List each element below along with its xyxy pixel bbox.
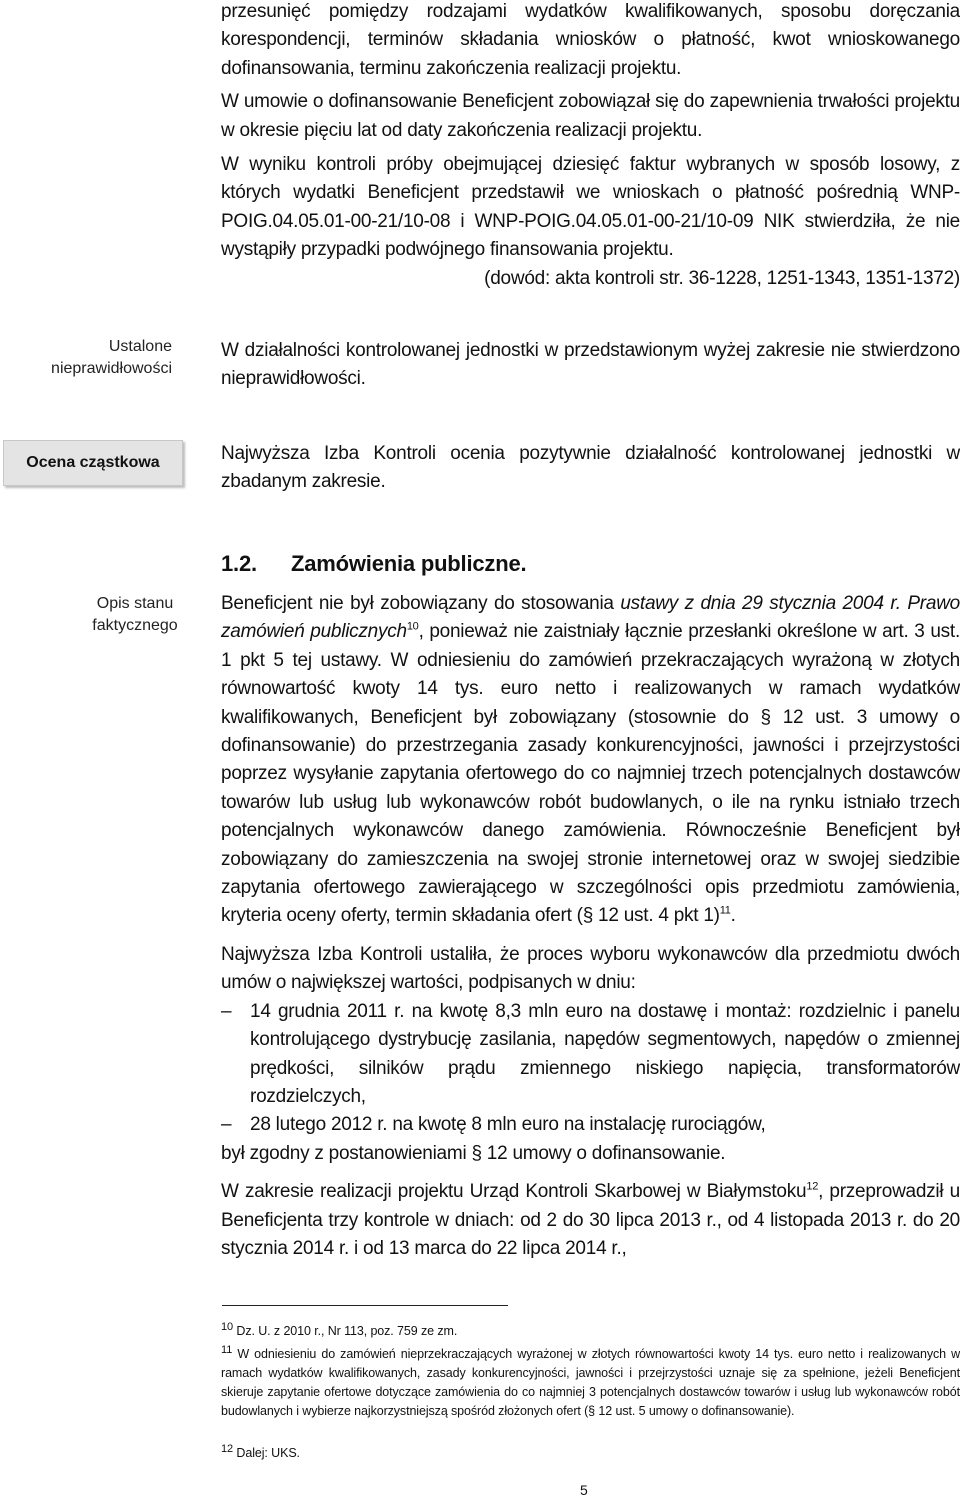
footnote-11 (221, 1345, 960, 1421)
text-run: . (730, 905, 736, 927)
footnote-number: 12 (221, 1442, 234, 1455)
facts-block (221, 590, 960, 1263)
irregularities-text: W działalności kontrolowanej jednostki w przedstawionym wyżej zakresie nie stwierdzono nieprawidłowości. (221, 340, 960, 390)
side-label-facts (60, 593, 210, 637)
footnote-number: 10 (221, 1320, 234, 1333)
paragraph-nik-findings: Najwyższa Izba Kontroli ustaliła, że proces wyboru wykonawców dla przedmiotu dwóch umów o największej wartości, podpisanych w dniu: (221, 943, 960, 994)
list-item-text: 14 grudnia 2011 r. na kwotę 8,3 mln euro na dostawę i montaż: rozdzielnic i panelu kontrolującego dystrybucję zasilania, napędów segmentowych, napędów o zmiennej prędkości, silników prądu zmiennego niskiego napięcia, transformatorów rozdzielczych, (250, 1000, 960, 1107)
side-label-line: faktycznego (92, 617, 178, 634)
law-title: ustawy z dnia 29 stycznia 2004 r. Prawo zamówień publicznych (221, 593, 960, 643)
section-heading (221, 549, 960, 579)
dash-bullet: – (221, 1114, 232, 1136)
paragraph-compliance: był zgodny z postanowieniami § 12 umowy o dofinansowanie. (221, 1142, 726, 1164)
irregularities-block (221, 337, 960, 394)
footnote-10 (221, 1322, 960, 1341)
list-item-text: 28 lutego 2012 r. na kwotę 8 mln euro na instalację rurociągów, (250, 1114, 766, 1136)
section-title: Zamówienia publiczne. (291, 551, 527, 576)
footnote-12 (221, 1444, 960, 1463)
page-number: 5 (580, 1482, 588, 1498)
footnote-text: W odniesieniu do zamówień nieprzekraczających wyrażonej w złotych równowartości kwoty 14 tys. euro netto i realizowanych w ramach wydatków kwalifikowanych, zasady konkurencyjności, jawności i przejrzystości uznaje się za spełnione, jeżeli Beneficjent skieruje zapytanie ofertowe dotyczące zamówienia do co najmniej 3 potencjalnych dostawców towarów i usług lub wykonawców robót budowlanych i wybierze najkorzystniejszą spośród złożonych ofert (§ 12 ust. 5 umowy o dofinansowanie). (221, 1347, 960, 1418)
side-label-line: Ustalone (108, 338, 172, 355)
assessment-block (221, 440, 960, 497)
footnote-text: Dalej: UKS. (236, 1446, 300, 1460)
side-label-line: nieprawidłowości (51, 360, 172, 377)
footnote-ref: 11 (719, 905, 731, 918)
top-text-block (221, 0, 960, 293)
dash-bullet: – (221, 1000, 232, 1022)
text-run: Beneficjent nie był zobowiązany do stosowania (221, 593, 621, 614)
footnote-separator (222, 1305, 508, 1306)
evidence-citation: (dowód: akta kontroli str. 36-1228, 1251-1343, 1351-1372) (484, 267, 960, 289)
side-label-line: Opis stanu (96, 595, 174, 612)
assessment-badge: Ocena cząstkowa (3, 440, 183, 486)
list-item (221, 1111, 960, 1139)
text-run: W zakresie realizacji projektu Urząd Kontroli Skarbowej w Białymstoku (221, 1181, 807, 1203)
text-run: , ponieważ nie zaistniały łącznie przesłanki określone w art. 3 ust. 1 pkt 5 tej ustawy. W odniesieniu do zamówień przekraczających wyrażoną w złotych równowartość kwoty 14 tys. euro netto i realizowanych w ramach wydatków kwalifikowanych, Beneficjent był zobowiązany (stosownie do § 12 ust. 3 umowy o dofinansowanie) do przestrzegania zasady konkurencyjności, jawności i przejrzystości poprzez wysyłanie zapytania ofertowego do co najmniej trzech potencjalnych dostawców towarów lub usług lub wykonawców robót budowlanych, o ile na rynku istniało trzech potencjalnych wykonawców danego zamówienia. Równocześnie Beneficjent był zobowiązany do zamieszczenia na swojej stronie internetowej oraz w swojej siedzibie zapytania ofertowego zawierającego w szczególności opis przedmiotu zamówienia, kryteria oceny oferty, termin składania ofert (§ 12 ust. 4 pkt 1) (221, 621, 960, 927)
list-item (221, 998, 960, 1112)
paragraph-procurement-law (221, 590, 960, 931)
footnote-text: Dz. U. z 2010 r., Nr 113, poz. 759 ze zm. (236, 1324, 458, 1338)
text-run: , przeprowadził u Beneficjenta trzy kontrole w dniach: od 2 do 30 lipca 2013 r., od 4 listopada 2013 r. do 20 stycznia 2014 r. i od 13 marca do 22 lipca 2014 r., (221, 1181, 960, 1259)
side-label-irregularities (0, 336, 172, 380)
assessment-text: Najwyższa Izba Kontroli ocenia pozytywnie działalność kontrolowanej jednostki w zbadanym zakresie. (221, 443, 960, 493)
paragraph-continuation: przesunięć pomiędzy rodzajami wydatków kwalifikowanych, sposobu doręczania korespondencji, terminów składania wniosków o płatność, kwot wnioskowanego dofinansowania, terminu zakończenia realizacji projektu. (221, 1, 960, 79)
paragraph-invoice-sample: W wyniku kontroli próby obejmującej dziesięć faktur wybranych w sposób losowy, z których wydatki Beneficjent przedstawił we wnioskach o płatność pośrednią WNP-POIG.04.05.01-00-21/10-08 i WNP-POIG.04.05.01-00-21/10-09 NIK stwierdziła, że nie wystąpiły przypadki podwójnego finansowania projektu. (221, 154, 960, 261)
footnote-ref: 10 (406, 621, 419, 634)
footnote-ref: 12 (806, 1180, 819, 1193)
paragraph-uks-controls (221, 1178, 960, 1263)
footnote-number: 11 (221, 1343, 233, 1356)
paragraph-durability: W umowie o dofinansowanie Beneficjent zobowiązał się do zapewnienia trwałości projektu w okresie pięciu lat od daty zakończenia realizacji projektu. (221, 91, 960, 141)
section-number: 1.2. (221, 551, 257, 576)
